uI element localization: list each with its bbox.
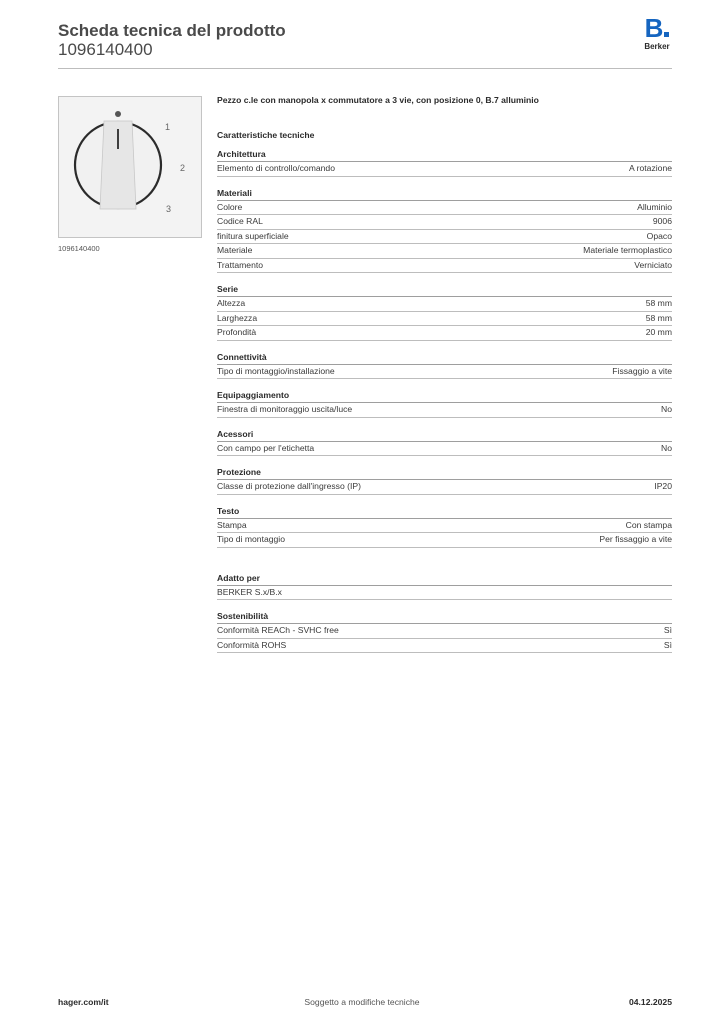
spec-row (217, 403, 672, 418)
rotary-switch-illustration (59, 97, 201, 237)
spec-row (217, 259, 672, 274)
spec-label: Tipo di montaggio/installazione (217, 365, 335, 376)
spec-sections (217, 148, 672, 548)
footer-website[interactable]: hager.com/it (58, 997, 109, 1007)
spec-value: Sì (663, 625, 672, 635)
spec-label: Altezza (217, 298, 246, 308)
section-title: Equipaggiamento (217, 389, 672, 403)
spec-label: Profondità (217, 327, 257, 337)
section-title: Serie (217, 283, 672, 297)
logo-dot (664, 32, 669, 37)
spec-row (217, 365, 672, 380)
spec-value: Verniciato (634, 259, 672, 270)
footer-date: 04.12.2025 (628, 997, 672, 1007)
spec-label: Tipo di montaggio (217, 534, 285, 544)
spec-value: No (661, 442, 672, 453)
footer-note: Soggetto a modifiche tecniche (304, 997, 420, 1007)
header-divider (58, 68, 672, 69)
spec-value: IP20 (654, 481, 672, 491)
spec-value: Alluminio (637, 201, 672, 212)
spec-label: Elemento di controllo/comando (217, 163, 335, 173)
spec-value: Per fissaggio a vite (599, 534, 672, 544)
spec-row (217, 312, 672, 327)
spec-label: Conformità REACh - SVHC free (217, 625, 339, 635)
product-description: Pezzo c.le con manopola x commutatore a 3 vie, con posizione 0, B.7 alluminio (217, 95, 539, 105)
spec-value: A rotazione (629, 163, 672, 173)
characteristics-title: Caratteristiche tecniche (217, 130, 315, 140)
spec-row (217, 639, 672, 654)
section-title: Acessori (217, 428, 672, 442)
spec-row (217, 326, 672, 341)
section-title: Adatto per (217, 572, 672, 586)
spec-content (217, 93, 672, 653)
spec-label: Colore (217, 201, 243, 212)
spec-row (217, 442, 672, 457)
page-title: Scheda tecnica del prodotto (58, 21, 286, 40)
spec-label: Stampa (217, 519, 247, 530)
spec-label: Materiale (217, 245, 253, 255)
spec-row (217, 201, 672, 216)
spec-label: Trattamento (217, 259, 264, 270)
spec-label: Larghezza (217, 312, 258, 323)
spec-value: 20 mm (645, 327, 672, 337)
spec-row (217, 297, 672, 312)
spec-row (217, 533, 672, 548)
spec-value: Con stampa (625, 519, 672, 530)
spec-value: Opaco (646, 230, 672, 241)
spec-value: 58 mm (645, 312, 672, 323)
dial-label-1: 1 (165, 122, 171, 132)
spec-row (217, 215, 672, 230)
spec-label: Classe di protezione dall'ingresso (IP) (217, 481, 361, 491)
section-title: Sostenibilità (217, 610, 672, 624)
logo-letter: B (644, 13, 664, 43)
spec-value: 58 mm (645, 298, 672, 308)
zero-position-dot (115, 111, 121, 117)
section-title: Protezione (217, 466, 672, 480)
spec-value: Sì (663, 639, 672, 650)
spec-label: BERKER S.x/B.x (217, 586, 282, 597)
spec-row (217, 230, 672, 245)
spec-row (217, 244, 672, 259)
spec-label: finitura superficiale (217, 230, 289, 241)
section-title: Architettura (217, 148, 672, 162)
spec-value: Fissaggio a vite (612, 365, 672, 376)
spec-value: No (661, 404, 672, 414)
spec-label: Conformità ROHS (217, 639, 287, 650)
section-title: Testo (217, 505, 672, 519)
spec-row (217, 162, 672, 177)
section-title: Materiali (217, 187, 672, 201)
berker-logo (640, 15, 674, 51)
section-title: Connettività (217, 351, 672, 365)
spec-row (217, 624, 672, 639)
dial-label-3: 3 (166, 204, 172, 214)
extra-sections (217, 572, 672, 654)
spec-value: 9006 (652, 216, 672, 226)
spec-value: Materiale termoplastico (583, 245, 672, 255)
spec-row (217, 480, 672, 495)
spec-label: Con campo per l'etichetta (217, 442, 315, 453)
product-image (58, 96, 202, 238)
dial-label-2: 2 (180, 163, 186, 173)
spec-label: Finestra di monitoraggio uscita/luce (217, 404, 353, 414)
spec-row (217, 586, 672, 601)
spec-row (217, 519, 672, 534)
product-code: 1096140400 (58, 40, 153, 59)
logo-name: Berker (644, 42, 670, 51)
spec-label: Codice RAL (217, 216, 263, 226)
image-caption: 1096140400 (58, 244, 100, 253)
